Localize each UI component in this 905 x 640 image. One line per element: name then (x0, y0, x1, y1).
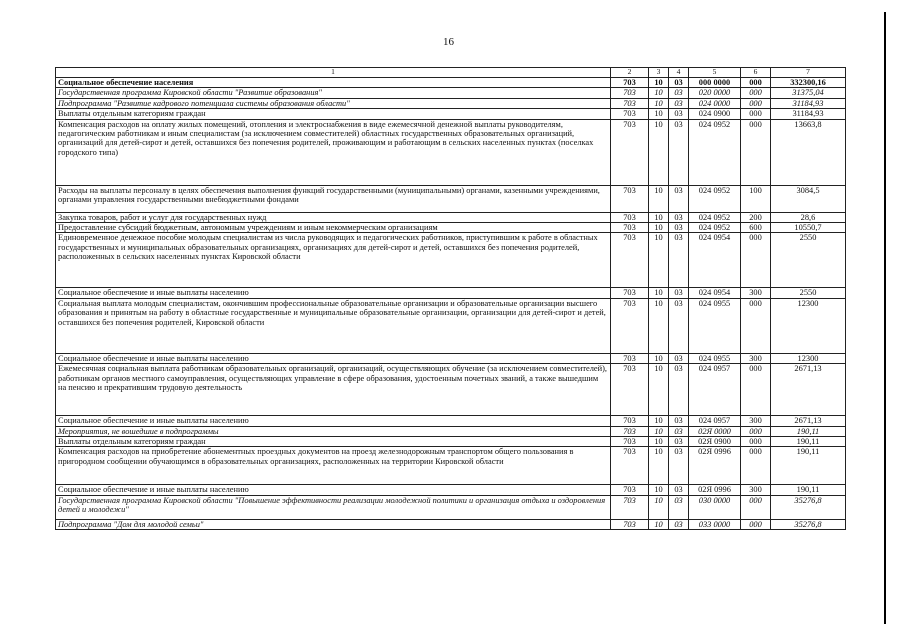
table-row (56, 426, 846, 436)
row-amount: 35276,8 (771, 495, 846, 519)
row-target-article: 024 0000 (689, 98, 741, 108)
row-target-article: 024 0954 (689, 233, 741, 288)
row-description: Закупка товаров, работ и услуг для государственных нужд (56, 212, 611, 222)
row-ministry-code: 703 (611, 495, 649, 519)
budget-table (55, 67, 846, 530)
row-amount: 31184,93 (771, 109, 846, 119)
table-row (56, 185, 846, 212)
table-row (56, 298, 846, 353)
row-amount: 28,6 (771, 212, 846, 222)
row-expense-type: 600 (741, 223, 771, 233)
row-subsection-code: 03 (669, 233, 689, 288)
row-target-article: 02Я 0900 (689, 437, 741, 447)
row-description: Мероприятия, не вошедшие в подпрограммы (56, 426, 611, 436)
row-target-article: 024 0955 (689, 353, 741, 363)
row-amount: 10550,7 (771, 223, 846, 233)
row-expense-type: 000 (741, 364, 771, 416)
row-ministry-code: 703 (611, 212, 649, 222)
row-section-code: 10 (649, 495, 669, 519)
row-section-code: 10 (649, 98, 669, 108)
row-ministry-code: 703 (611, 416, 649, 426)
row-amount: 2671,13 (771, 364, 846, 416)
row-description: Государственная программа Кировской области "Повышение эффективности реализации молодежной политики и организация отдыха и оздоровления детей и молодежи" (56, 495, 611, 519)
row-section-code: 10 (649, 119, 669, 185)
row-subsection-code: 03 (669, 288, 689, 298)
row-target-article: 000 0000 (689, 78, 741, 88)
row-target-article: 024 0955 (689, 298, 741, 353)
row-expense-type: 000 (741, 233, 771, 288)
row-expense-type: 000 (741, 298, 771, 353)
row-expense-type: 300 (741, 353, 771, 363)
row-expense-type: 000 (741, 78, 771, 88)
table-row (56, 119, 846, 185)
row-target-article: 024 0957 (689, 416, 741, 426)
table-row (56, 437, 846, 447)
row-ministry-code: 703 (611, 437, 649, 447)
table-row (56, 223, 846, 233)
row-amount: 31375,04 (771, 88, 846, 98)
row-description: Социальное обеспечение и иные выплаты населению (56, 353, 611, 363)
row-section-code: 10 (649, 185, 669, 212)
row-expense-type: 000 (741, 447, 771, 485)
header-cell: 5 (689, 68, 741, 78)
table-row (56, 364, 846, 416)
row-amount: 190,11 (771, 437, 846, 447)
row-amount: 35276,8 (771, 519, 846, 529)
row-amount: 2550 (771, 288, 846, 298)
table-row (56, 78, 846, 88)
row-expense-type: 100 (741, 185, 771, 212)
page-number: 16 (443, 36, 454, 48)
row-expense-type: 000 (741, 119, 771, 185)
header-cell: 1 (56, 68, 611, 78)
row-description: Компенсация расходов на оплату жилых помещений, отопления и электроснабжения в виде ежемесячной денежной выплаты руководителям, педагогическим работникам и иным специалистам (за исключением совместителей) областных государственных образовательных организаций, организаций для детей-сирот и детей, оставшихся без попечения родителей, проживающим и работающим в сельских населенных пунктах (поселках городского типа) (56, 119, 611, 185)
row-amount: 2671,13 (771, 416, 846, 426)
row-subsection-code: 03 (669, 223, 689, 233)
row-ministry-code: 703 (611, 223, 649, 233)
row-expense-type: 300 (741, 485, 771, 495)
table-row (56, 447, 846, 485)
table-row (56, 233, 846, 288)
row-description: Социальная выплата молодым специалистам, окончившим профессиональные образовательные организации и образовательные организации высшего образования и принятым на работу в областные государственные и муниципальные образовательные организации, организации для детей-сирот и детей, оставшихся без попечения родителей, Кировской области (56, 298, 611, 353)
row-description: Подпрограмма "Дом для молодой семьи" (56, 519, 611, 529)
row-section-code: 10 (649, 519, 669, 529)
header-cell: 4 (669, 68, 689, 78)
row-ministry-code: 703 (611, 119, 649, 185)
row-subsection-code: 03 (669, 109, 689, 119)
row-target-article: 024 0900 (689, 109, 741, 119)
row-section-code: 10 (649, 88, 669, 98)
row-section-code: 10 (649, 426, 669, 436)
row-section-code: 10 (649, 364, 669, 416)
row-ministry-code: 703 (611, 426, 649, 436)
row-description: Государственная программа Кировской области "Развитие образования" (56, 88, 611, 98)
table-row (56, 416, 846, 426)
row-description: Выплаты отдельным категориям граждан (56, 437, 611, 447)
row-subsection-code: 03 (669, 88, 689, 98)
row-subsection-code: 03 (669, 447, 689, 485)
row-ministry-code: 703 (611, 88, 649, 98)
row-expense-type: 000 (741, 88, 771, 98)
row-ministry-code: 703 (611, 78, 649, 88)
row-section-code: 10 (649, 233, 669, 288)
row-section-code: 10 (649, 437, 669, 447)
header-cell: 6 (741, 68, 771, 78)
header-cell: 7 (771, 68, 846, 78)
table-row (56, 519, 846, 529)
row-expense-type: 200 (741, 212, 771, 222)
row-subsection-code: 03 (669, 185, 689, 212)
row-description: Социальное обеспечение и иные выплаты населению (56, 416, 611, 426)
row-description: Социальное обеспечение и иные выплаты населению (56, 485, 611, 495)
row-ministry-code: 703 (611, 353, 649, 363)
row-section-code: 10 (649, 78, 669, 88)
row-subsection-code: 03 (669, 495, 689, 519)
row-description: Социальное обеспечение и иные выплаты населению (56, 288, 611, 298)
row-target-article: 024 0952 (689, 223, 741, 233)
row-ministry-code: 703 (611, 447, 649, 485)
row-expense-type: 300 (741, 416, 771, 426)
row-subsection-code: 03 (669, 426, 689, 436)
row-description: Единовременное денежное пособие молодым специалистам из числа руководящих и педагогических работников, приступившим к работе в областных государственных и муниципальных образовательных организациях, организациях для детей-сирот и детей, оставшихся без попечения родителей, расположенных в сельских населенных пунктах Кировской области (56, 233, 611, 288)
row-ministry-code: 703 (611, 364, 649, 416)
row-section-code: 10 (649, 447, 669, 485)
row-ministry-code: 703 (611, 233, 649, 288)
header-cell: 3 (649, 68, 669, 78)
row-expense-type: 000 (741, 495, 771, 519)
row-subsection-code: 03 (669, 364, 689, 416)
row-target-article: 024 0954 (689, 288, 741, 298)
row-amount: 190,11 (771, 447, 846, 485)
row-description: Социальное обеспечение населения (56, 78, 611, 88)
row-description: Ежемесячная социальная выплата работникам образовательных организаций, организаций, осуществляющих обучение (за исключением совместителей), работникам органов местного самоуправления, осуществляющих управление в сфере образования, удостоенным почетных званий, а также вышедшим на пенсию и прекратившим трудовую деятельность (56, 364, 611, 416)
row-ministry-code: 703 (611, 485, 649, 495)
row-expense-type: 000 (741, 426, 771, 436)
row-subsection-code: 03 (669, 519, 689, 529)
table-row (56, 485, 846, 495)
row-target-article: 024 0952 (689, 119, 741, 185)
row-amount: 190,11 (771, 485, 846, 495)
row-description: Подпрограмма "Развитие кадрового потенциала системы образования области" (56, 98, 611, 108)
row-amount: 190,11 (771, 426, 846, 436)
row-amount: 3084,5 (771, 185, 846, 212)
row-subsection-code: 03 (669, 212, 689, 222)
row-subsection-code: 03 (669, 78, 689, 88)
row-target-article: 02Я 0996 (689, 447, 741, 485)
table-row (56, 353, 846, 363)
header-cell: 2 (611, 68, 649, 78)
table-row (56, 288, 846, 298)
row-description: Выплаты отдельным категориям граждан (56, 109, 611, 119)
row-target-article: 02Я 0996 (689, 485, 741, 495)
row-target-article: 024 0952 (689, 212, 741, 222)
row-ministry-code: 703 (611, 288, 649, 298)
table-row (56, 98, 846, 108)
row-amount: 12300 (771, 353, 846, 363)
row-subsection-code: 03 (669, 98, 689, 108)
row-ministry-code: 703 (611, 98, 649, 108)
header-row (56, 68, 846, 78)
row-subsection-code: 03 (669, 353, 689, 363)
page-edge-line (884, 12, 886, 624)
row-amount: 13663,8 (771, 119, 846, 185)
row-section-code: 10 (649, 416, 669, 426)
row-section-code: 10 (649, 223, 669, 233)
row-expense-type: 000 (741, 437, 771, 447)
table-row (56, 109, 846, 119)
row-target-article: 024 0957 (689, 364, 741, 416)
row-expense-type: 000 (741, 109, 771, 119)
row-amount: 31184,93 (771, 98, 846, 108)
row-subsection-code: 03 (669, 485, 689, 495)
row-description: Расходы на выплаты персоналу в целях обеспечения выполнения функций государственными (муниципальными) органами, казенными учреждениями, органами управления государственными внебюджетными фондами (56, 185, 611, 212)
row-amount: 2550 (771, 233, 846, 288)
row-description: Компенсация расходов на приобретение абонементных проездных документов на проезд железнодорожным транспортом общего пользования в пригородном сообщении обучающимся в образовательных организациях, расположенных на территории Кировской области (56, 447, 611, 485)
row-ministry-code: 703 (611, 519, 649, 529)
row-subsection-code: 03 (669, 119, 689, 185)
row-expense-type: 000 (741, 98, 771, 108)
row-section-code: 10 (649, 288, 669, 298)
row-amount: 12300 (771, 298, 846, 353)
table-row (56, 88, 846, 98)
row-description: Предоставление субсидий бюджетным, автономным учреждениям и иным некоммерческим организациям (56, 223, 611, 233)
row-ministry-code: 703 (611, 298, 649, 353)
row-expense-type: 000 (741, 519, 771, 529)
table-row (56, 212, 846, 222)
row-ministry-code: 703 (611, 185, 649, 212)
row-section-code: 10 (649, 353, 669, 363)
row-section-code: 10 (649, 485, 669, 495)
row-target-article: 02Я 0000 (689, 426, 741, 436)
row-ministry-code: 703 (611, 109, 649, 119)
row-target-article: 033 0000 (689, 519, 741, 529)
row-subsection-code: 03 (669, 437, 689, 447)
row-subsection-code: 03 (669, 298, 689, 353)
row-amount: 332300,16 (771, 78, 846, 88)
row-section-code: 10 (649, 298, 669, 353)
row-expense-type: 300 (741, 288, 771, 298)
row-subsection-code: 03 (669, 416, 689, 426)
row-target-article: 030 0000 (689, 495, 741, 519)
row-section-code: 10 (649, 212, 669, 222)
row-section-code: 10 (649, 109, 669, 119)
row-target-article: 020 0000 (689, 88, 741, 98)
row-target-article: 024 0952 (689, 185, 741, 212)
table-row (56, 495, 846, 519)
